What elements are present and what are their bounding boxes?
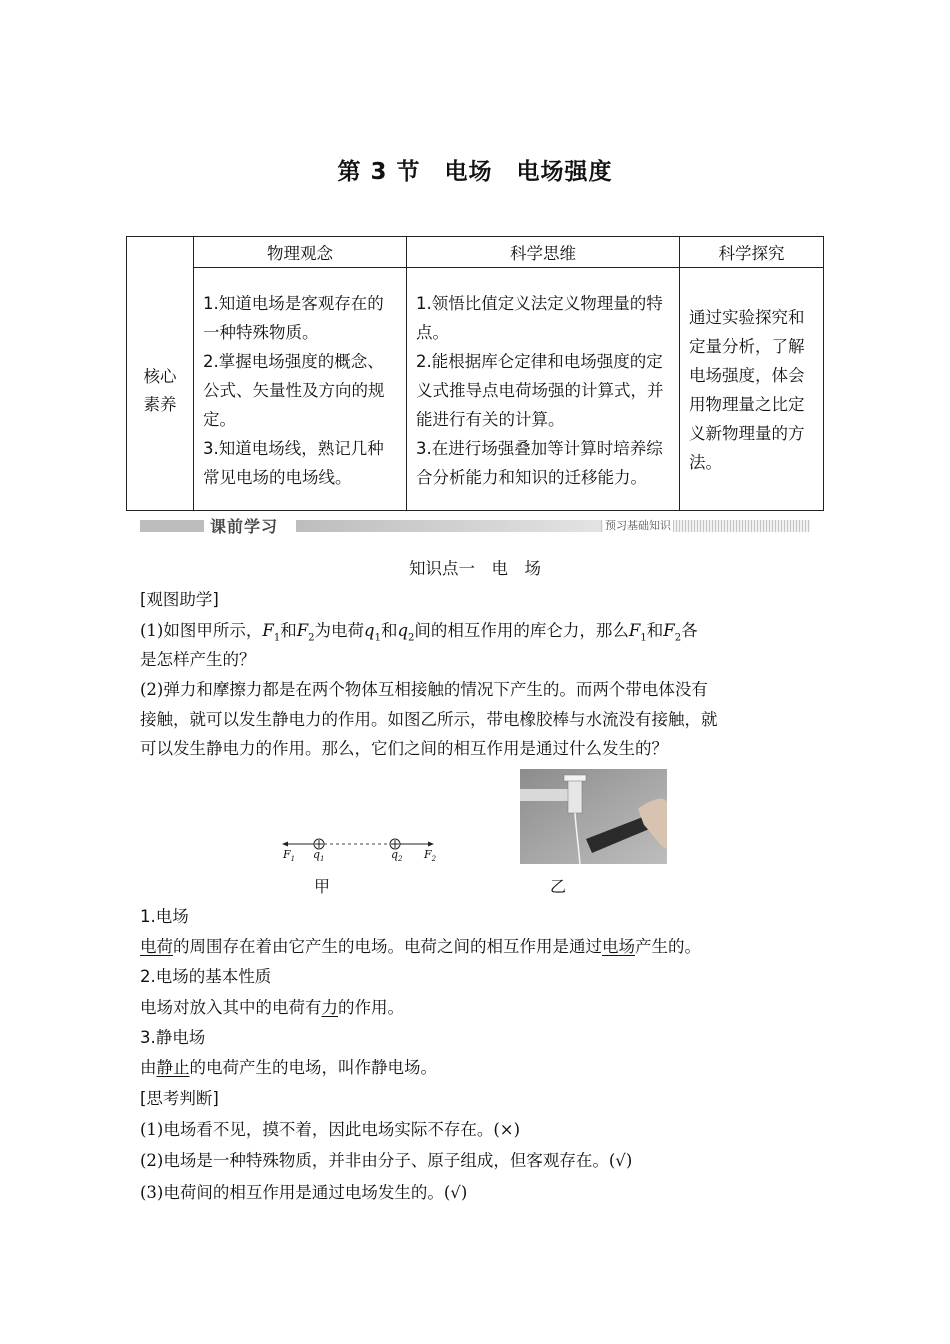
- question-2-line: 接触，就可以发生静电力的作用。如图乙所示，带电橡胶棒与水流没有接触，就: [140, 710, 718, 729]
- charged-rod-water-photo: [520, 769, 667, 864]
- point-1-text: 电荷的周围存在着由它产生的电场。电荷之间的相互作用是通过电场产生的。: [140, 937, 701, 956]
- faucet-handle: [564, 775, 586, 781]
- arrowhead-right: [428, 842, 434, 847]
- label-q1: $q_1$: [313, 848, 325, 864]
- inquiry-text: 通过实验探究和定量分析，了解电场强度，体会用物理量之比定义新物理量的方法。: [689, 308, 805, 472]
- thinking-item: 3.在进行场强叠加等计算时培养综合分析能力和知识的迁移能力。: [416, 438, 663, 487]
- banner-sublabel: 预习基础知识: [605, 519, 671, 532]
- arrowhead-left: [282, 842, 288, 847]
- judge-item: (1)电场看不见，摸不着，因此电场实际不存在。(×): [140, 1120, 521, 1139]
- label-f2: $F_2$: [424, 848, 437, 864]
- concept-item: 3.知道电场线，熟记几种常见电场的电场线。: [203, 438, 384, 487]
- concept-item: 2.掌握电场强度的概念、公式、矢量性及方向的规定。: [203, 351, 385, 429]
- judge-heading: [思考判断]: [140, 1089, 219, 1108]
- question-1-line2: 是怎样产生的？: [140, 650, 256, 669]
- judge-item: (2)电场是一种特殊物质，并非由分子、原子组成，但客观存在。(√): [140, 1151, 633, 1170]
- col-physics-concept: [194, 268, 407, 511]
- point-1-heading: 1.电场: [140, 907, 189, 926]
- header-physics-concept: 物理观念: [194, 237, 407, 268]
- point-3-text: 由静止的电荷产生的电场，叫作静电场。: [140, 1058, 437, 1077]
- question-2-line: 可以发生静电力的作用。那么，它们之间的相互作用是通过什么发生的？: [140, 739, 668, 758]
- label-f1: $F_1$: [283, 848, 296, 864]
- header-scientific-inquiry: 科学探究: [680, 237, 824, 268]
- core-literacy-text: [127, 329, 193, 419]
- figure-caption-b: 乙: [550, 877, 567, 896]
- section-title: 知识点一 电 场: [409, 559, 541, 578]
- question-2-line: (2)弹力和摩擦力都是在两个物体互相接触的情况下产生的。而两个带电体没有: [140, 680, 708, 699]
- label-q2: $q_2$: [391, 848, 403, 864]
- page-title: 第 3 节 电场 电场强度: [337, 159, 613, 185]
- judge-item: (3)电荷间的相互作用是通过电场发生的。(√): [140, 1183, 468, 1202]
- concept-item: 1.知道电场是客观存在的一种特殊物质。: [203, 293, 384, 342]
- core-literacy-line: 素养: [143, 394, 177, 414]
- core-literacy-line: 核心: [143, 366, 177, 386]
- point-2-text: 电场对放入其中的电荷有力的作用。: [140, 998, 404, 1017]
- question-1: (1)如图甲所示，$F_1$和$F_2$为电荷$q_1$和$q_2$间的相互作用的库仑力，那么$F_1$和$F_2$各: [140, 621, 698, 644]
- faucet-body: [568, 779, 582, 813]
- coulomb-force-diagram: [278, 830, 448, 870]
- figure-caption-a: 甲: [314, 877, 331, 896]
- col-scientific-inquiry: [680, 268, 824, 511]
- banner-label: 课前学习: [210, 517, 279, 536]
- point-2-heading: 2.电场的基本性质: [140, 967, 272, 986]
- header-scientific-thinking: 科学思维: [407, 237, 680, 268]
- point-3-heading: 3.静电场: [140, 1028, 206, 1047]
- thinking-item: 2.能根据库仑定律和电场强度的定义式推导点电荷场强的计算式，并能进行有关的计算。: [416, 351, 664, 429]
- core-literacy-label: [127, 237, 194, 511]
- thinking-item: 1.领悟比值定义法定义物理量的特点。: [416, 293, 663, 342]
- core-literacy-table: [126, 236, 824, 511]
- banner-bar: [685, 520, 810, 532]
- banner-bar: [296, 520, 601, 532]
- col-scientific-thinking: [407, 268, 680, 511]
- observe-heading: [观图助学]: [140, 590, 219, 609]
- banner-bar: [140, 520, 204, 532]
- section-banner: [140, 516, 810, 536]
